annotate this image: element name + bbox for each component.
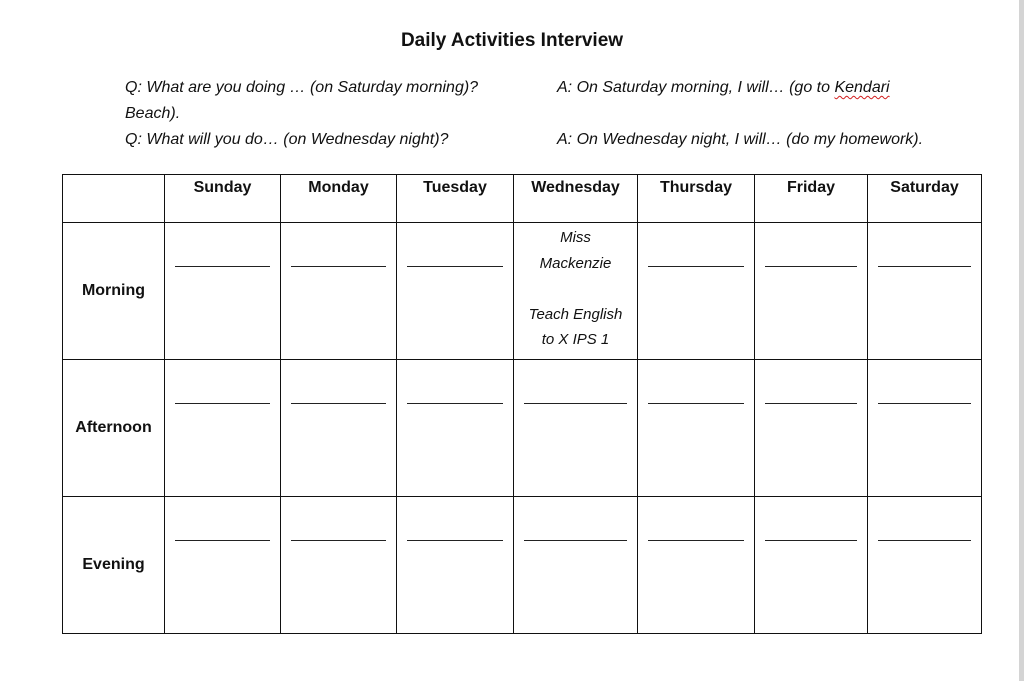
day-header: Tuesday: [397, 175, 514, 223]
blank-line: [648, 266, 744, 267]
schedule-cell[interactable]: [397, 497, 514, 634]
blank-line: [648, 540, 744, 541]
schedule-cell[interactable]: [281, 360, 397, 497]
blank-line: [765, 266, 857, 267]
blank-line: [878, 266, 971, 267]
page-title: Daily Activities Interview: [400, 30, 624, 51]
blank-line: [524, 403, 627, 404]
schedule-cell[interactable]: [638, 223, 755, 360]
schedule-cell-filled[interactable]: [514, 223, 638, 360]
time-label: Evening: [63, 497, 165, 634]
schedule-cell[interactable]: [514, 360, 638, 497]
blank-line: [407, 266, 503, 267]
schedule-cell[interactable]: [755, 360, 868, 497]
answer-1-text: A: On Saturday morning, I will… (go to: [557, 79, 835, 96]
blank-line: [765, 540, 857, 541]
schedule-table: [62, 174, 982, 634]
day-header: Saturday: [868, 175, 982, 223]
blank-line: [291, 403, 386, 404]
blank-line: [407, 540, 503, 541]
schedule-cell[interactable]: [281, 223, 397, 360]
time-label: Morning: [63, 223, 165, 360]
blank-line: [878, 540, 971, 541]
blank-line: [291, 266, 386, 267]
schedule-cell[interactable]: [514, 497, 638, 634]
corner-cell: [63, 175, 165, 223]
afternoon-row: [63, 360, 982, 497]
blank-line: [765, 403, 857, 404]
spellcheck-word: Kendari: [834, 79, 890, 96]
time-label: Afternoon: [63, 360, 165, 497]
schedule-cell[interactable]: [755, 497, 868, 634]
schedule-cell[interactable]: [868, 497, 982, 634]
day-header: Wednesday: [514, 175, 638, 223]
schedule-cell[interactable]: [165, 497, 281, 634]
question-2: Q: What will you do… (on Wednesday night)?: [125, 131, 449, 148]
schedule-cell[interactable]: [281, 497, 397, 634]
answer-1: [557, 75, 890, 101]
answer-2: A: On Wednesday night, I will… (do my homework).: [557, 131, 924, 148]
day-header: Sunday: [165, 175, 281, 223]
entry-line: Teach English: [528, 305, 623, 323]
schedule-cell[interactable]: [868, 223, 982, 360]
schedule-cell[interactable]: [397, 360, 514, 497]
blank-line: [524, 540, 627, 541]
schedule-cell[interactable]: [868, 360, 982, 497]
schedule-cell[interactable]: [165, 223, 281, 360]
blank-line: [878, 403, 971, 404]
day-header: Friday: [755, 175, 868, 223]
entry-line: Mackenzie: [539, 254, 612, 272]
blank-line: [175, 540, 270, 541]
header-row: [63, 175, 982, 223]
blank-line: [175, 266, 270, 267]
page-edge: [1019, 0, 1024, 681]
filled-entry: [514, 225, 637, 353]
schedule-cell[interactable]: [755, 223, 868, 360]
schedule-cell[interactable]: [638, 497, 755, 634]
blank-line: [648, 403, 744, 404]
morning-row: [63, 223, 982, 360]
day-header: Monday: [281, 175, 397, 223]
schedule-cell[interactable]: [638, 360, 755, 497]
entry-line: Miss: [560, 229, 591, 246]
schedule-cell[interactable]: [397, 223, 514, 360]
day-header: Thursday: [638, 175, 755, 223]
blank-line: [291, 540, 386, 541]
evening-row: [63, 497, 982, 634]
question-1: Q: What are you doing … (on Saturday morning)?: [125, 79, 479, 96]
blank-line: [407, 403, 503, 404]
answer-1-continuation: Beach).: [125, 105, 181, 122]
blank-line: [175, 403, 270, 404]
schedule-cell[interactable]: [165, 360, 281, 497]
entry-line: to X IPS 1: [541, 331, 610, 348]
